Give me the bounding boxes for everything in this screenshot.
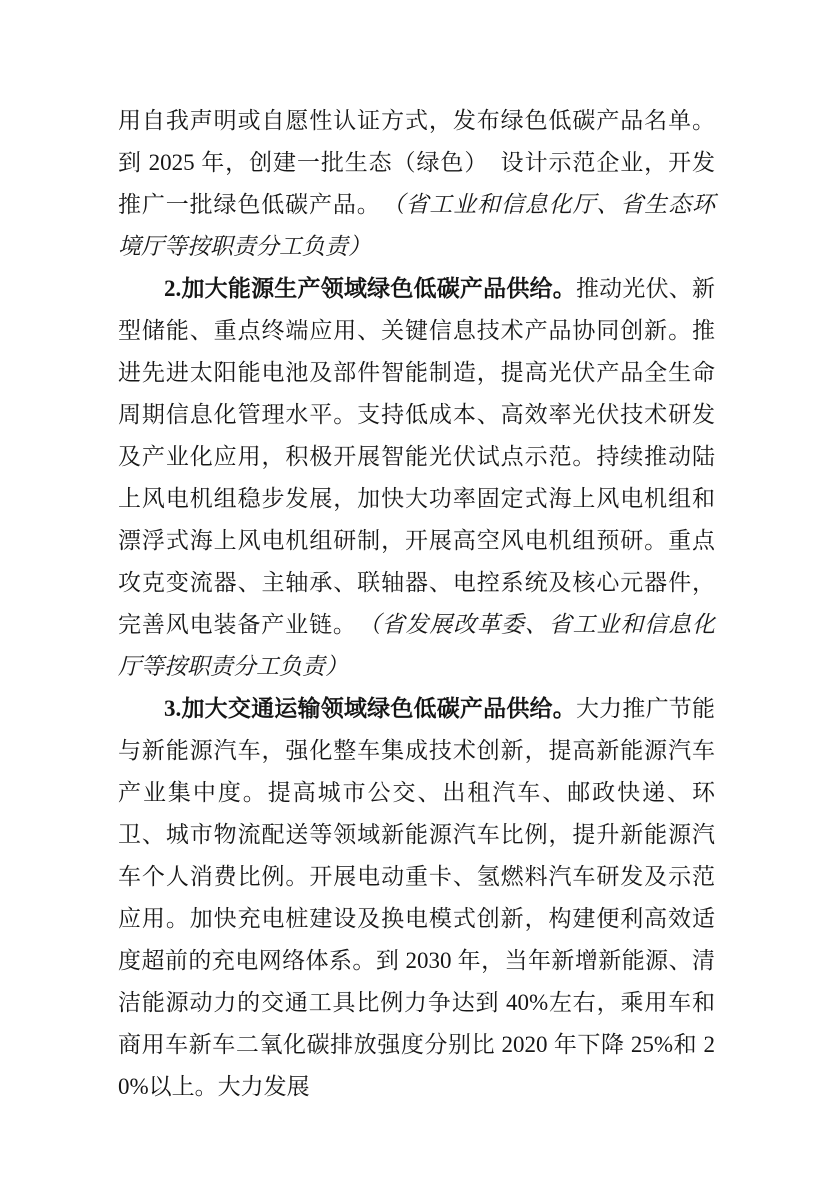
paragraph-heading: 2.加大能源生产领域绿色低碳产品供给。	[164, 276, 576, 301]
body-text: 用自我声明或自愿性认证方式，发布绿色低碳产品名单。到 2025 年，创建一批生态（绿色） 设计示范企业，开发推广一批绿色低碳产品。	[118, 108, 715, 217]
paragraph-heading: 3.加大交通运输领域绿色低碳产品供给。	[164, 696, 576, 721]
paragraph	[118, 268, 715, 688]
responsibility-clause: （省工业和信息化厅、省生态环境厅等按职责分工负责）	[118, 192, 716, 259]
document-body	[118, 100, 715, 1108]
paragraph	[118, 688, 715, 1108]
body-text: 大力推广节能与新能源汽车，强化整车集成技术创新，提高新能源汽车产业集中度。提高城市公交、出租汽车、邮政快递、环卫、城市物流配送等领域新能源汽车比例，提升新能源汽车个人消费比例。开展电动重卡、氢燃料汽车研发及示范应用。加快充电桩建设及换电模式创新，构建便利高效适度超前的充电网络体系。到 2030 年，当年新增新能源、清洁能源动力的交通工具比例力争达到 40%左右，乘用车和商用车新车二氧化碳排放强度分别比 2020 年下降 25%和 20%以上。大力发展	[118, 696, 716, 1099]
paragraph	[118, 100, 715, 268]
body-text: 推动光伏、新型储能、重点终端应用、关键信息技术产品协同创新。推进先进太阳能电池及部件智能制造，提高光伏产品全生命周期信息化管理水平。支持低成本、高效率光伏技术研发及产业化应用，积极开展智能光伏试点示范。持续推动陆上风电机组稳步发展，加快大功率固定式海上风电机组和漂浮式海上风电机组研制，开展高空风电机组预研。重点攻克变流器、主轴承、联轴器、电控系统及核心元器件，完善风电装备产业链。	[118, 276, 716, 637]
responsibility-clause: （省发展改革委、省工业和信息化厅等按职责分工负责）	[118, 612, 716, 679]
